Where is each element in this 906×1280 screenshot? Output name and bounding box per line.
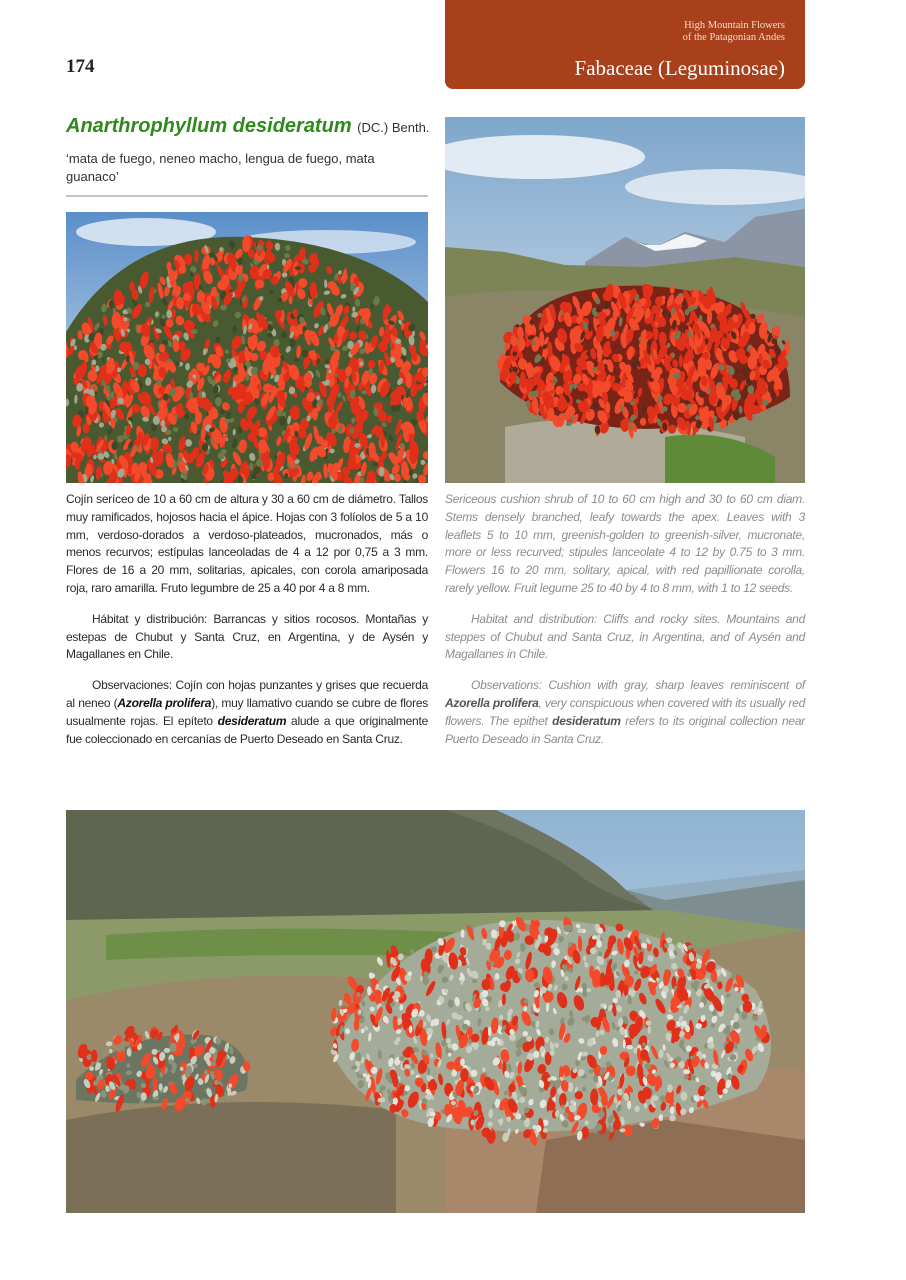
english-obs-text-1: Observations: Cushion with gray, sharp leaves reminiscent of <box>471 678 805 693</box>
english-obs-text-3: refers to its original collection near Puerto Deseado in Santa Cruz. <box>445 713 805 746</box>
photo-cushion-landscape <box>445 117 805 483</box>
spanish-obs-text-2: ), muy llamativo cuando se cubre de flores usualmente rojas. El epíteto <box>66 695 428 728</box>
spanish-text-column <box>66 491 428 761</box>
spanish-habitat: Hábitat y distribución: Barrancas y sitios rocosos. Montañas y estepas de Chubut y Santa Cruz, en Argentina, y de Aysén y Magallanes en Chile. <box>66 611 428 662</box>
book-series-title <box>485 20 785 44</box>
english-description: Sericeous cushion shrub of 10 to 60 cm high and 30 to 60 cm diam. Stems densely branched, leafy towards the apex. Leaves with 3 leaflets 5 to 10 mm, greenish-golden to greenish-silver, mucronate, more or less recurved; stipules lanceolate 4 to 12 by 0.75 to 3 mm. Flowers 16 to 20 mm, solitary, apical, with red papillionate corolla, rarely yellow. Fruit legume 25 to 40 by 4 to 8 mm, with 1 to 12 seeds. <box>445 492 805 595</box>
species-scientific-name: Anarthrophyllum desideratum <box>66 115 352 137</box>
english-observations <box>445 677 805 748</box>
family-name: Fabaceae (Leguminosae) <box>574 56 785 80</box>
english-habitat: Habitat and distribution: Cliffs and rocky sites. Mountains and steppes of Chubut and Santa Cruz, in Argentina, and of Aysén and Magallanes in Chile. <box>445 611 805 662</box>
english-obs-species-term: Azorella prolifera <box>445 695 539 710</box>
photo-valley-cushions <box>66 810 805 1213</box>
spanish-obs-epithet-term: desideratum <box>217 713 287 728</box>
spanish-obs-text-3: alude a que originalmente fue coleccionado en cercanías de Puerto Deseado en Santa Cruz. <box>66 713 428 746</box>
english-obs-epithet-term: desideratum <box>552 713 621 728</box>
book-series-title-line2: of the Patagonian Andes <box>682 32 785 43</box>
book-series-title-line1: High Mountain Flowers <box>684 20 785 31</box>
species-author: (DC.) Benth. <box>357 120 430 135</box>
species-heading <box>66 114 436 140</box>
chapter-header-tab <box>445 0 805 89</box>
spanish-observations <box>66 677 428 748</box>
spanish-obs-species-term: Azorella prolifera <box>117 695 212 710</box>
spanish-description: Cojín seríceo de 10 a 60 cm de altura y 30 a 60 cm de diámetro. Tallos muy ramificados, hojosos hacia el ápice. Hojas con 3 folíolos de 5 a 10 mm, verdoso-dorados a verdoso-plateados, mucronados, más o menos recurvos; estípulas lanceoladas de 4 a 12 por 0,75 a 3 mm. Flores de 16 a 20 mm, solitarias, apicales, con corola amariposada roja, raro amarilla. Fruto legumbre de 25 a 40 por 4 a 8 mm. <box>66 492 428 595</box>
spanish-obs-text-1: Observaciones: Cojín con hojas punzantes y grises que recuerda al neneo ( <box>66 678 428 710</box>
english-text-column <box>445 491 805 761</box>
photo-flowers-closeup <box>66 212 428 483</box>
species-common-names: ‘mata de fuego, neneo macho, lengua de fuego, mata guanaco’ <box>66 151 375 184</box>
page-number: 174 <box>66 56 95 77</box>
heading-divider <box>66 195 428 197</box>
english-obs-text-2: , very conspicuous when covered with its usually red flowers. The epithet <box>445 695 805 728</box>
